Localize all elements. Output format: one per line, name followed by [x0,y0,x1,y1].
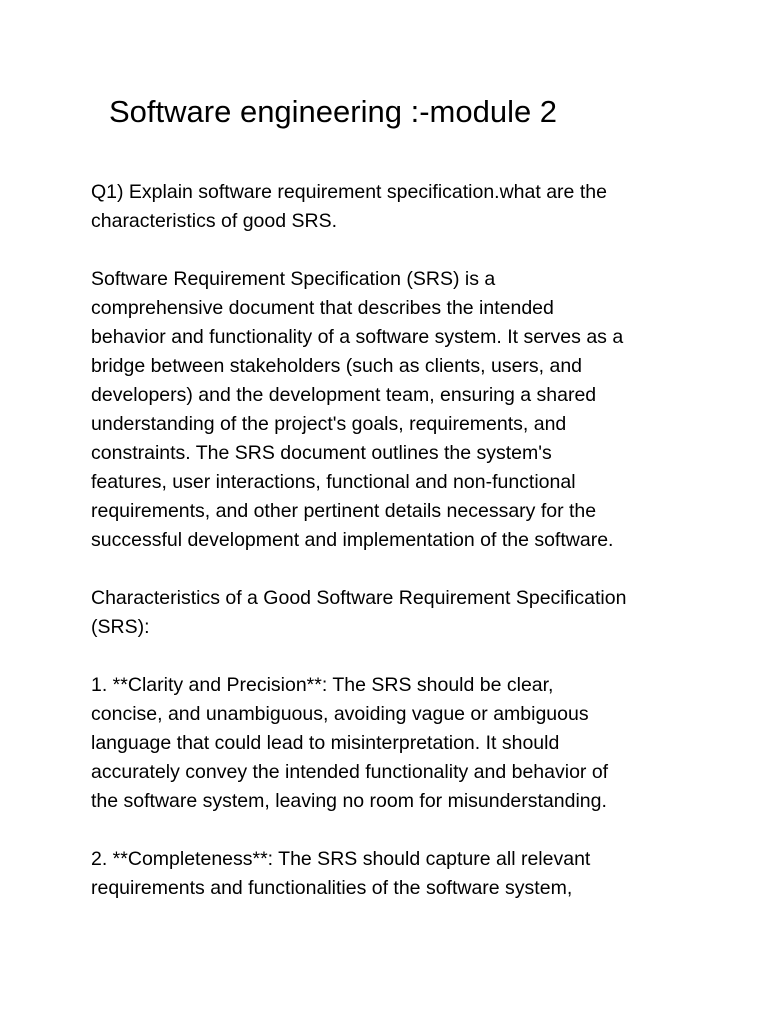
text-line: comprehensive document that describes the intended [91,297,554,319]
text-line: successful development and implementation of the software. [91,529,614,551]
page-title: Software engineering :-module 2 [109,94,558,129]
text-line: characteristics of good SRS. [91,210,338,232]
text-line: requirements, and other pertinent details necessary for the [91,500,597,522]
question-paragraph [91,178,691,236]
document-body [91,178,691,932]
characteristic-item-1 [91,671,691,816]
text-line: Software Requirement Specification (SRS) is a [91,268,496,290]
text-line: features, user interactions, functional and non-functional [91,471,576,493]
text-line: behavior and functionality of a software system. It serves as a [91,326,624,348]
characteristic-item-2 [91,845,691,903]
text-line: 1. **Clarity and Precision**: The SRS should be clear, [91,674,554,696]
text-line: understanding of the project's goals, requirements, and [91,413,567,435]
text-line: developers) and the development team, ensuring a shared [91,384,597,406]
text-line: the software system, leaving no room for misunderstanding. [91,790,607,812]
text-line: Q1) Explain software requirement specification.what are the [91,181,607,203]
text-line: concise, and unambiguous, avoiding vague or ambiguous [91,703,589,725]
text-line: bridge between stakeholders (such as clients, users, and [91,355,583,377]
text-line: requirements and functionalities of the software system, [91,877,573,899]
text-line: 2. **Completeness**: The SRS should capture all relevant [91,848,591,870]
characteristics-heading-paragraph [91,584,691,642]
text-line: language that could lead to misinterpretation. It should [91,732,560,754]
text-line: (SRS): [91,616,150,638]
text-line: accurately convey the intended functionality and behavior of [91,761,609,783]
text-line: constraints. The SRS document outlines the system's [91,442,552,464]
text-line: Characteristics of a Good Software Requirement Specification [91,587,627,609]
definition-paragraph [91,265,691,555]
